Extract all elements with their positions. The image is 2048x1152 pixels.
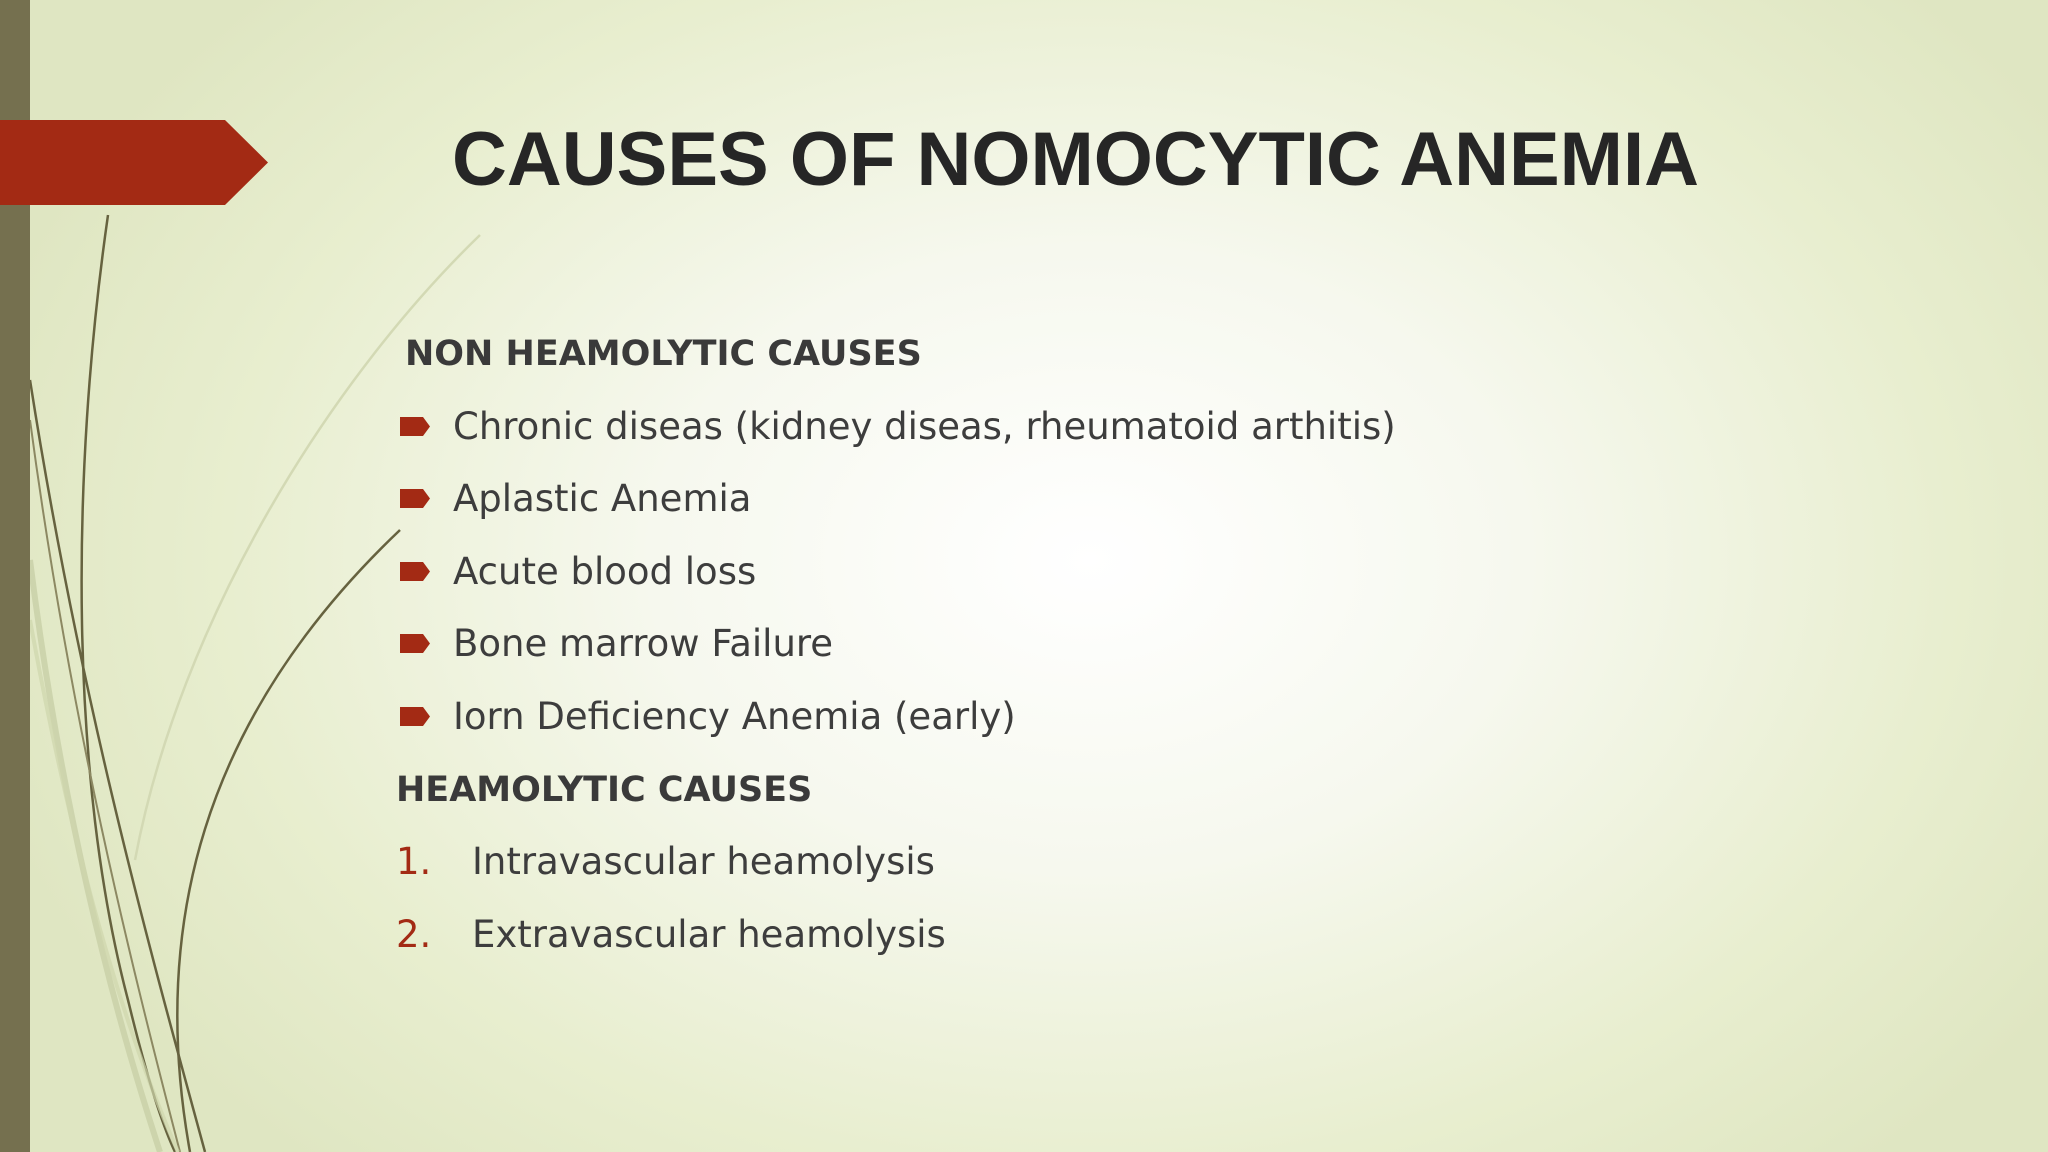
right-arrow-tab-icon bbox=[400, 417, 430, 436]
list-item-number: 2. bbox=[396, 913, 432, 956]
list-item-text: Chronic diseas (kidney diseas, rheumatoid arthitis) bbox=[453, 405, 1396, 448]
list-item-text: Extravascular heamolysis bbox=[472, 913, 946, 956]
section-heading-heamolytic: HEAMOLYTIC CAUSES bbox=[396, 770, 813, 810]
list-item-text: Intravascular heamolysis bbox=[472, 840, 935, 883]
title-tab-arrow-icon bbox=[0, 120, 268, 205]
slide-title: CAUSES OF NOMOCYTIC ANEMIA bbox=[452, 117, 1699, 202]
right-arrow-tab-icon bbox=[400, 562, 430, 581]
section-heading-non-heamolytic: NON HEAMOLYTIC CAUSES bbox=[405, 334, 922, 374]
list-item-text: Aplastic Anemia bbox=[453, 477, 752, 520]
right-arrow-tab-icon bbox=[400, 707, 430, 726]
right-arrow-tab-icon bbox=[400, 634, 430, 653]
list-item-text: Iorn Deficiency Anemia (early) bbox=[453, 695, 1016, 738]
list-item-text: Bone marrow Failure bbox=[453, 622, 834, 665]
right-arrow-tab-icon bbox=[400, 489, 430, 508]
list-item-number: 1. bbox=[396, 840, 432, 883]
list-item-text: Acute blood loss bbox=[453, 550, 757, 593]
